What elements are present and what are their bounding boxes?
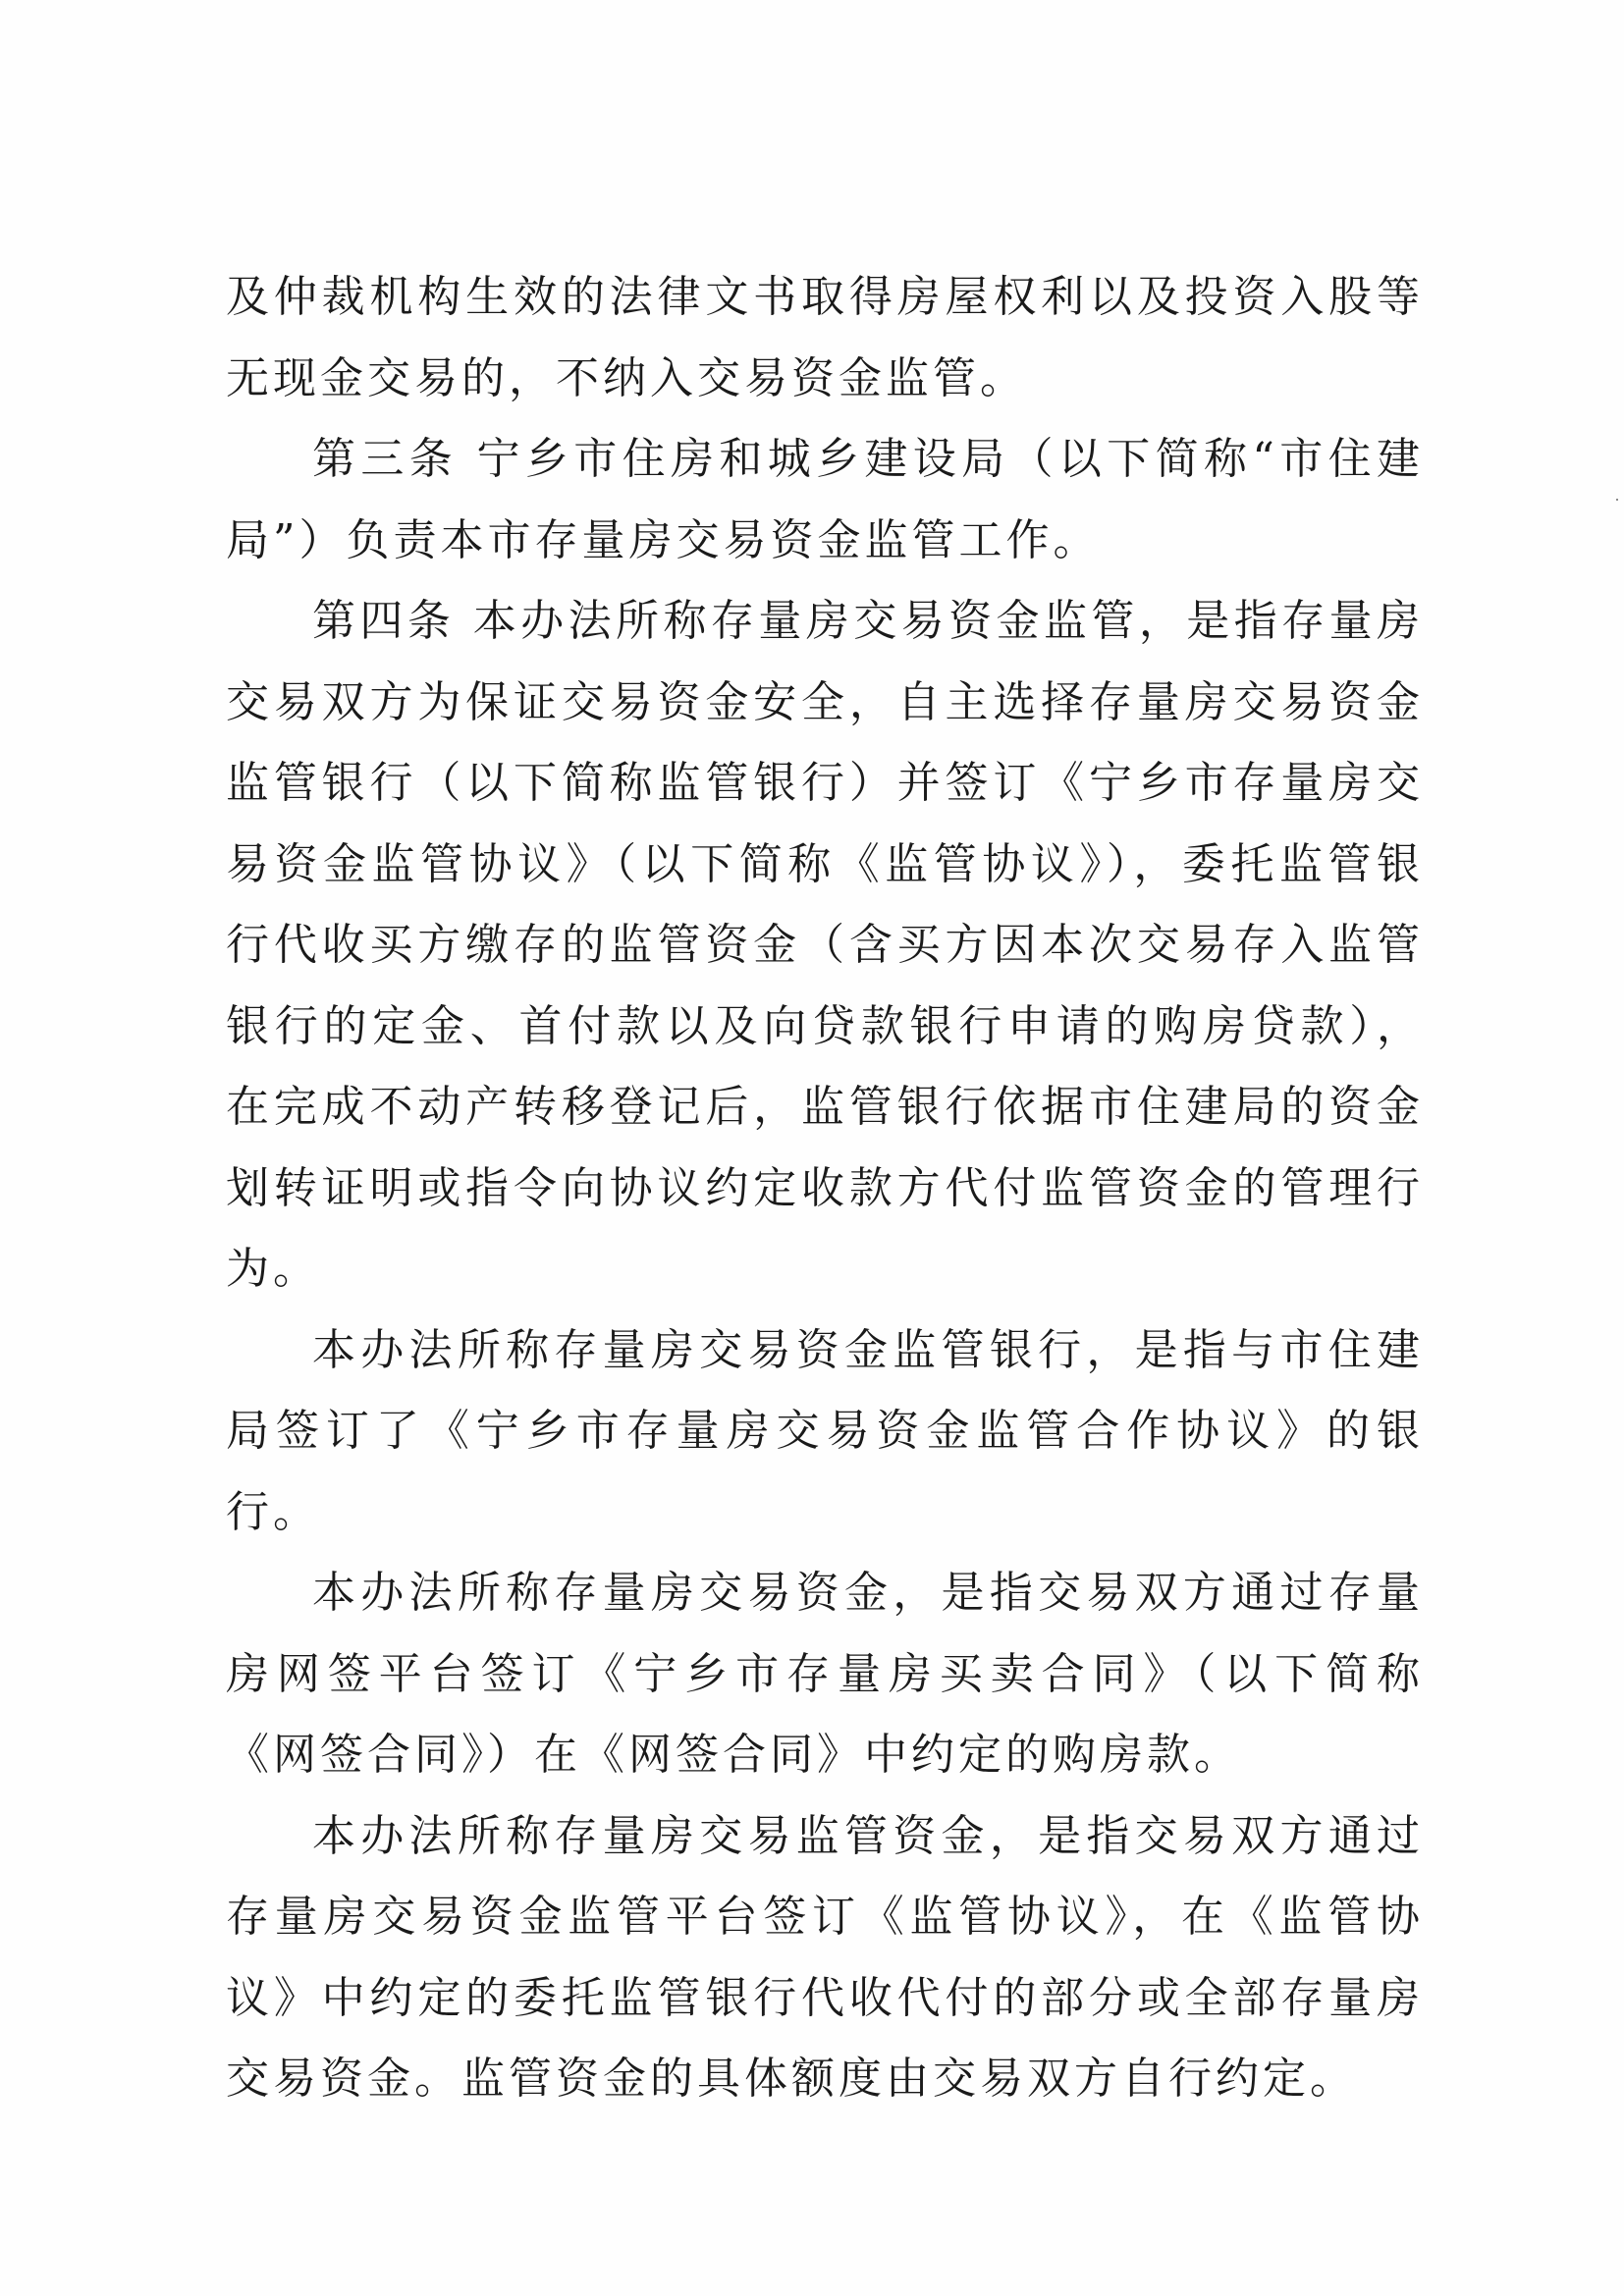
- paragraph-transaction-funds-definition: 本办法所称存量房交易资金，是指交易双方通过存量房网签平台签订《宁乡市存量房买卖合同》（以下简称《网签合同》）在《网签合同》中约定的购房款。: [226, 1568, 1424, 1780]
- paragraph-article-3: 第三条 宁乡市住房和城乡建设局（以下简称“市住建局”）负责本市存量房交易资金监管工作。: [226, 434, 1424, 565]
- document-body: [226, 257, 1424, 2120]
- paragraph-supervising-bank-definition: 本办法所称存量房交易资金监管银行，是指与市住建局签订了《宁乡市存量房交易资金监管合作协议》的银行。: [226, 1324, 1424, 1537]
- paragraph-continued: 及仲裁机构生效的法律文书取得房屋权利以及投资入股等无现金交易的，不纳入交易资金监管。: [226, 272, 1424, 403]
- paragraph-article-4: 第四条 本办法所称存量房交易资金监管，是指存量房交易双方为保证交易资金安全，自主选择存量房交易资金监管银行（以下简称监管银行）并签订《宁乡市存量房交易资金监管协议》（以下简称《监管协议》），委托监管银行代收买方缴存的监管资金（含买方因本次交易存入监管银行的定金、首付款以及向贷款银行申请的购房贷款），在完成不动产转移登记后，监管银行依据市住建局的资金划转证明或指令向协议约定收款方代付监管资金的管理行为。: [226, 596, 1424, 1294]
- paragraph-supervised-funds-definition: 本办法所称存量房交易监管资金，是指交易双方通过存量房交易资金监管平台签订《监管协议》，在《监管协议》中约定的委托监管银行代收代付的部分或全部存量房交易资金。监管资金的具体额度由交易双方自行约定。: [226, 1810, 1424, 2104]
- scan-speck: [1616, 499, 1618, 501]
